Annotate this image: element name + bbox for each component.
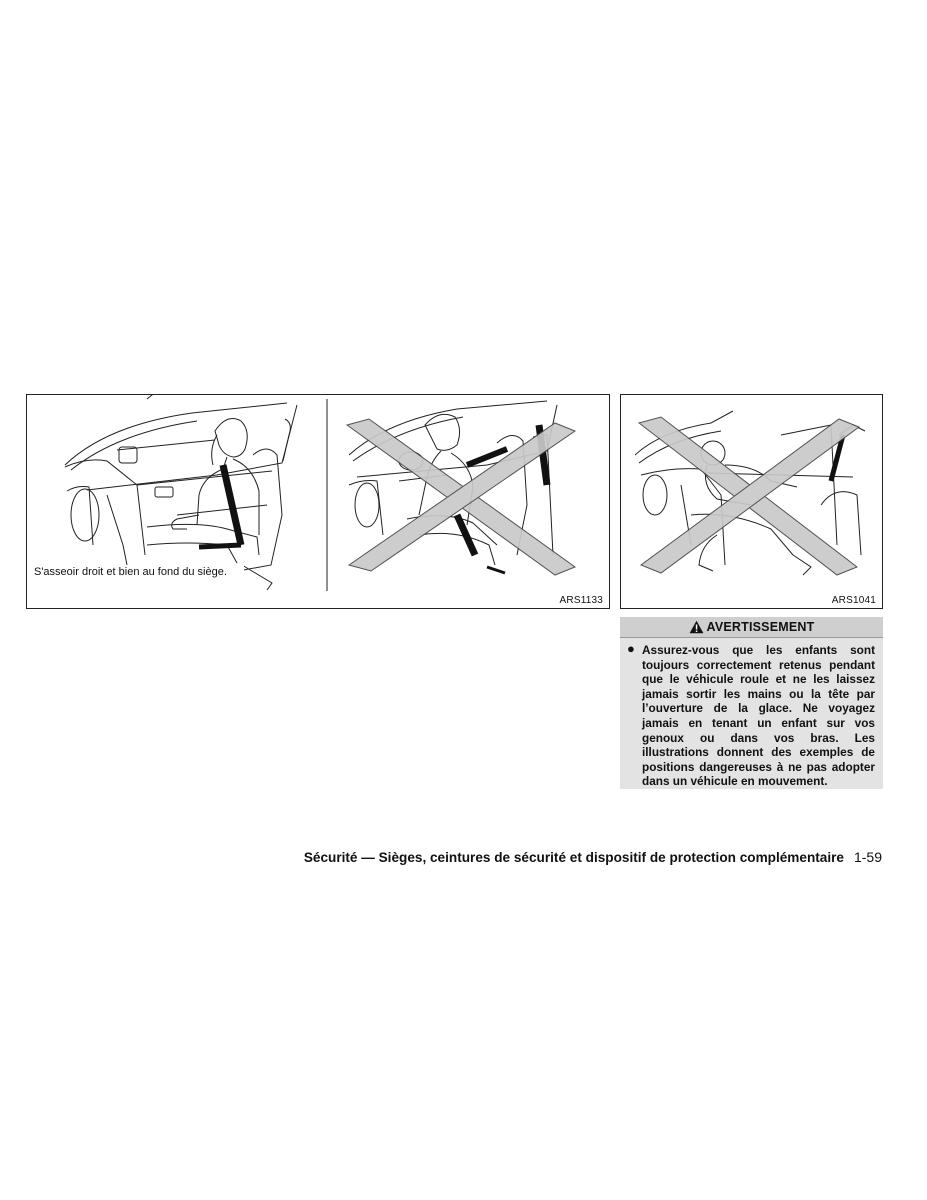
page-footer (0, 849, 882, 865)
warning-box (620, 617, 883, 789)
section-title: Sécurité — Sièges, ceintures de sécurité et dispositif de protection complémentaire (303, 850, 844, 865)
figure-code: ARS1133 (559, 595, 603, 606)
correct-posture-drawing (65, 395, 297, 590)
child-window-illustration (621, 395, 884, 610)
figure-child-window (620, 394, 883, 609)
figure-seating-positions (26, 394, 610, 609)
warning-body (620, 638, 883, 789)
cross-out-mark (639, 417, 859, 575)
warning-header (620, 617, 883, 638)
warning-triangle-icon (689, 620, 704, 634)
figure-code: ARS1041 (831, 595, 876, 606)
warning-title: AVERTISSEMENT (706, 620, 815, 634)
page-number: 1-59 (853, 849, 882, 865)
cross-out-mark (347, 419, 575, 575)
figure-caption: S'asseoir droit et bien au fond du siège. (34, 565, 244, 579)
bullet-icon: ● (627, 641, 635, 656)
warning-text: Assurez-vous que les enfants sont toujours correctement retenus pendant que le véhicule roule et ne les laissez jamais sortir les mains ou la tête par l’ouverture de la glace. Ne voyagez jamais en tenant un enfant sur vos genoux ou dans vos bras. Les illustrations donnent des exemples de positions dangereuses à ne pas adopter dans un véhicule en mouvement. (642, 643, 875, 789)
